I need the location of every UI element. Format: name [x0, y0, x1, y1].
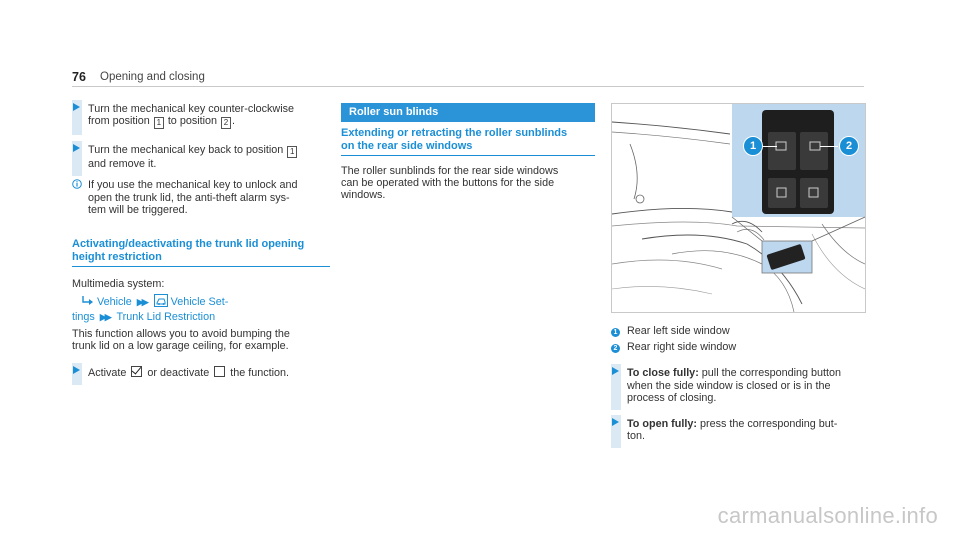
- step-arrow-icon: [73, 366, 80, 374]
- info-note: If you use the mechanical key to unlock and open the trunk lid, the anti-theft alarm sys- tem will be triggered.: [72, 179, 330, 216]
- multimedia-system-label: Multimedia system:: [72, 278, 165, 291]
- menu-link-trunk-restriction[interactable]: Trunk Lid Restriction: [116, 311, 216, 324]
- function-description: This function allows you to avoid bumping the trunk lid on a low garage ceiling, for example.: [72, 327, 290, 352]
- chevron-right-icon: ▶▶: [99, 312, 110, 323]
- section-heading-sunblinds: Extending or retracting the roller sunblinds on the rear side windows: [341, 127, 568, 152]
- step-activate: Activate or deactivate the function.: [72, 366, 330, 379]
- middle-column: [341, 103, 595, 202]
- section-heading-trunk-restriction: Activating/deactivating the trunk lid opening height restriction: [72, 238, 305, 263]
- step-text: and remove it.: [88, 158, 157, 171]
- position-key-1: 1: [287, 146, 297, 158]
- legend-number: 2: [611, 344, 620, 353]
- step-turn-back: [72, 144, 330, 170]
- checked-checkbox-icon: [131, 366, 142, 377]
- left-column: [72, 103, 330, 379]
- step-open-fully: To open fully: press the corresponding but- ton.: [611, 418, 871, 442]
- position-key-2: 2: [221, 117, 231, 129]
- heading-rule: [72, 266, 330, 267]
- step-arrow-icon: [73, 103, 80, 111]
- menu-link-vehicle-settings-cont[interactable]: tings: [72, 311, 95, 324]
- door-switch-illustration: [611, 103, 866, 313]
- legend-number: 1: [611, 328, 620, 337]
- step-text-line: from position 1 to position 2 .: [88, 115, 236, 128]
- door-panel-drawing: [612, 104, 865, 312]
- step-close-fully: To close fully: pull the corresponding button when the side window is closed or is in the process of closing.: [611, 367, 871, 404]
- callout-2: 2: [839, 136, 859, 156]
- heading-rule: [341, 155, 595, 156]
- watermark: carmanualsonline.info: [717, 503, 938, 528]
- right-column: [611, 325, 871, 442]
- info-icon: [72, 179, 82, 189]
- unchecked-checkbox-icon: [214, 366, 225, 377]
- header-rule: [72, 86, 864, 87]
- menu-link-vehicle[interactable]: Vehicle: [97, 296, 132, 309]
- page-number: 76: [72, 70, 86, 84]
- step-turn-counterclockwise: [72, 103, 330, 129]
- sunblinds-description: The roller sunblinds for the rear side windows can be operated with the buttons for the side windows.: [341, 165, 559, 202]
- path-arrow-icon: [82, 296, 94, 306]
- page-title: Opening and closing: [100, 71, 205, 83]
- step-text-line: Turn the mechanical key back to position 1: [88, 144, 330, 158]
- menu-path-line-1: [72, 294, 330, 308]
- menu-path-line-2: [72, 311, 330, 323]
- menu-link-vehicle-settings[interactable]: Vehicle Set-: [170, 296, 229, 309]
- step-arrow-icon: [612, 418, 619, 426]
- chevron-right-icon: ▶▶: [136, 297, 147, 308]
- step-text: Turn the mechanical key counter-clockwise: [88, 103, 295, 115]
- callout-1: 1: [743, 136, 763, 156]
- section-banner: Roller sun blinds: [341, 103, 595, 122]
- position-key-1: 1: [154, 117, 164, 129]
- menu-path: [72, 278, 330, 324]
- step-arrow-icon: [73, 144, 80, 152]
- vehicle-settings-icon: [154, 294, 168, 307]
- legend-item: 2 Rear right side window: [611, 341, 871, 353]
- legend-item: 1 Rear left side window: [611, 325, 871, 337]
- step-arrow-icon: [612, 367, 619, 375]
- callout-1-leader: [763, 146, 777, 147]
- callout-2-leader: [820, 146, 838, 147]
